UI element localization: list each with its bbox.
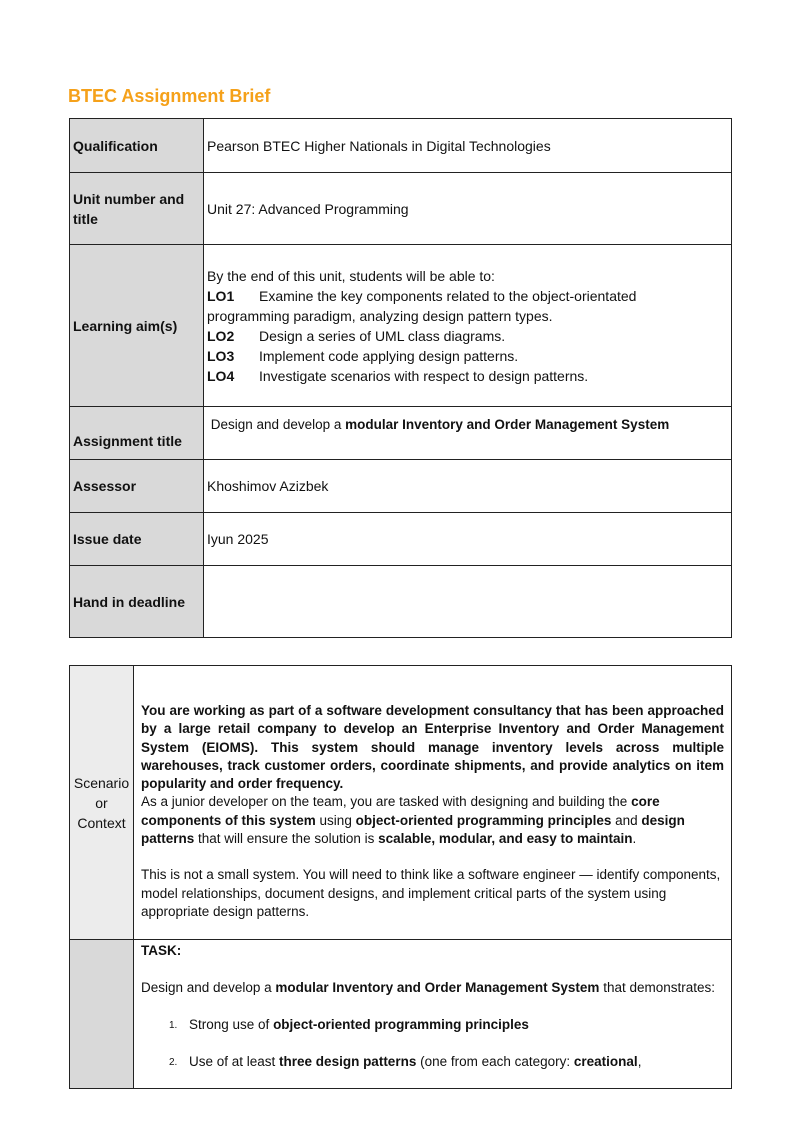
lo-code: LO2 [207,327,235,344]
task-heading-text: TASK: [141,943,182,959]
list-number: 2. [169,1056,178,1068]
lo-text: Implement code applying design patterns. [259,347,519,364]
list-number: 1. [169,1020,178,1032]
text-span: and [611,812,642,828]
text-span: that demonstrates: [599,979,716,995]
text-span: Strong use of [189,1017,274,1033]
lo-item [207,346,728,366]
assignment-title-value [204,407,732,460]
qualification-row [70,119,732,173]
brief-table [69,118,732,638]
assignment-title-prefix: Design and develop a [210,417,346,432]
text-bold: design patterns [141,812,685,847]
task-label-cell [70,940,134,1089]
scenario-row [70,666,732,940]
issue-date-label: Issue date [70,513,204,566]
hand-in-value [204,566,732,638]
issue-date-row [70,513,732,566]
assignment-title-label: Assignment title [70,407,204,460]
unit-value: Unit 27: Advanced Programming [204,173,732,245]
scenario-body [134,666,732,940]
learning-aims-label: Learning aim(s) [70,245,204,407]
lo-text: Design a series of UML class diagrams. [259,327,506,344]
issue-date-value: Iyun 2025 [204,513,732,566]
assignment-title-bold: modular Inventory and Order Management System [345,417,670,432]
text-bold: object-oriented programming principles [355,812,612,828]
lo-item [207,326,728,346]
task-intro [141,979,724,998]
text-span: , [637,1053,642,1069]
text-span: using [315,812,356,828]
assessor-row [70,460,732,513]
text-span: that will ensure the solution is [194,831,379,847]
lo-text: Examine the key components related to the object-orientated [259,287,637,304]
learning-aims-row [70,245,732,407]
unit-row [70,173,732,245]
text-span: As a junior developer on the team, you are tasked with designing and building the [141,794,632,810]
assignment-title-row [70,407,732,460]
scenario-paragraph [141,793,724,848]
text-span: Design and develop a [141,979,276,995]
learning-aims-intro: By the end of this unit, students will be able to: [207,267,495,284]
assessor-label: Assessor [70,460,204,513]
lo-code: LO4 [207,367,235,384]
text-bold: scalable, modular, and easy to maintain [378,831,633,847]
text-bold: three design patterns [279,1053,417,1069]
unit-label: Unit number and title [70,173,204,245]
text-bold: creational [573,1053,638,1069]
lo-code: LO1 [207,287,235,304]
task-list [141,1016,724,1071]
lo-item [207,286,728,306]
text-span: (one from each category: [416,1053,574,1069]
list-item [141,1016,724,1035]
hand-in-row [70,566,732,638]
text-bold: modular Inventory and Order Management System [275,979,600,995]
list-item [141,1053,724,1072]
context-table [69,665,732,1089]
lo1-continuation: programming paradigm, analyzing design pattern types. [207,307,553,324]
text-bold: object-oriented programming principles [273,1017,529,1033]
lo-code: LO3 [207,347,235,364]
hand-in-label: Hand in deadline [70,566,204,638]
qualification-value: Pearson BTEC Higher Nationals in Digital Technologies [204,119,732,173]
assessor-value: Khoshimov Azizbek [204,460,732,513]
text-span: . [632,831,637,847]
document-title: BTEC Assignment Brief [68,86,271,106]
task-body [134,940,732,1089]
text-bold: core components of this system [141,794,660,828]
qualification-label: Qualification [70,119,204,173]
learning-aims-value [204,245,732,407]
text-span: Use of at least [189,1053,280,1069]
scenario-label: Scenario or Context [70,666,134,940]
task-row [70,940,732,1089]
lo-text: Investigate scenarios with respect to design patterns. [259,367,589,384]
scenario-intro: You are working as part of a software development consultancy that has been approached by a large retail company to develop an Enterprise Inventory and Order Management System (EIOMS). This system should manage inventory levels across multiple warehouses, track customer orders, coordinate shipments, and provide analytics on item popularity and order frequency. [141,703,724,792]
task-heading [141,942,724,961]
lo-item [207,366,728,386]
scenario-note: This is not a small system. You will need to think like a software engineer — identify components, model relationships, document designs, and implement critical parts of the system using appropriate design patterns. [141,867,721,919]
